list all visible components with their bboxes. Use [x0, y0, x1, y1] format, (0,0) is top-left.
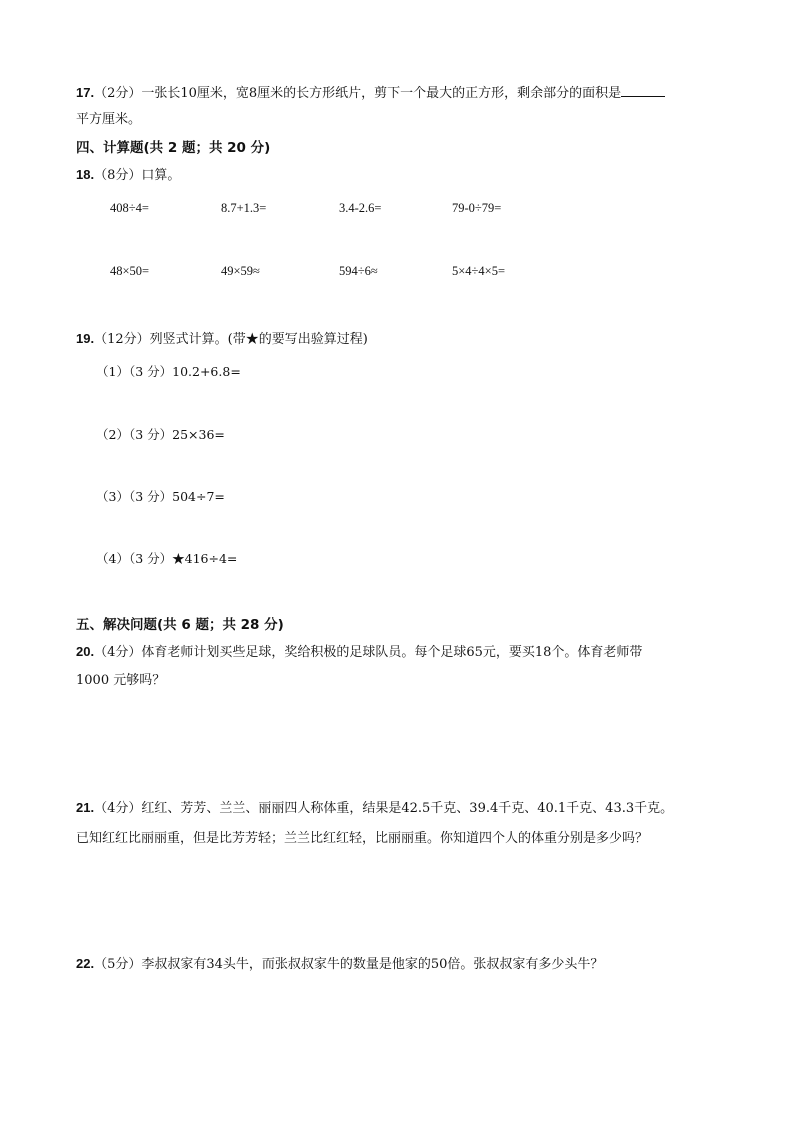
sub-question: （2）（3 分）25×36=: [96, 427, 225, 442]
question-text: 1000 元够吗？: [76, 673, 166, 688]
question-text: （5分）李叔叔家有34头牛，而张叔叔家牛的数量是他家的50倍。张叔叔家有多少头牛？: [94, 957, 604, 972]
section-heading: 五、解决问题(共 6 题；共 28 分): [76, 617, 284, 633]
question-20-continued: [76, 672, 165, 690]
question-text: （4分）红红、芳芳、兰兰、丽丽四人称体重，结果是42.5千克、39.4千克、40.1千克、43.3千克。: [94, 801, 674, 816]
question-19: [76, 330, 368, 349]
question-text: 已知红红比丽丽重，但是比芳芳轻；兰兰比红红轻，比丽丽重。你知道四个人的体重分别是多少吗？: [76, 831, 649, 846]
section-heading: 四、计算题(共 2 题；共 20 分): [76, 140, 271, 156]
question-text: （8分）口算。: [94, 168, 181, 183]
question-text: 平方厘米。: [76, 112, 142, 127]
question-21-continued: [76, 830, 648, 848]
question-number: 17.: [76, 85, 95, 100]
oral-calc-item: 594÷6≈: [339, 264, 378, 278]
oral-calc-item: 48×50=: [110, 264, 150, 278]
question-text: （12分）列竖式计算。(带★的要写出验算过程): [94, 332, 368, 347]
question-22: [76, 955, 603, 974]
answer-blank[interactable]: [621, 84, 665, 97]
question-number: 20.: [76, 644, 95, 659]
question-number: 19.: [76, 331, 95, 346]
question-number: 22.: [76, 956, 95, 971]
question-text: （2分）一张长10厘米，宽8厘米的长方形纸片，剪下一个最大的正方形，剩余部分的面积是: [94, 86, 622, 101]
oral-calc-item: 49×59≈: [221, 264, 260, 278]
sub-question: （4）（3 分）★416÷4=: [96, 551, 238, 566]
question-number: 21.: [76, 800, 95, 815]
oral-calc-item: 79-0÷79=: [452, 201, 502, 215]
oral-calc-item: 5×4÷4×5=: [452, 264, 506, 278]
sub-question: （1）（3 分）10.2+6.8=: [96, 364, 241, 379]
oral-calc-item: 8.7+1.3=: [221, 201, 267, 215]
question-number: 18.: [76, 167, 95, 182]
question-20: [76, 643, 642, 662]
question-18: [76, 166, 180, 185]
oral-calc-item: 408÷4=: [110, 201, 149, 215]
question-text: （4分）体育老师计划买些足球，奖给积极的足球队员。每个足球65元，要买18个。体育老师带: [94, 645, 643, 660]
question-17: [76, 84, 665, 103]
question-21: [76, 799, 673, 818]
question-17-continued: [76, 111, 141, 129]
oral-calc-item: 3.4-2.6=: [339, 201, 382, 215]
sub-question: （3）（3 分）504÷7=: [96, 489, 225, 504]
